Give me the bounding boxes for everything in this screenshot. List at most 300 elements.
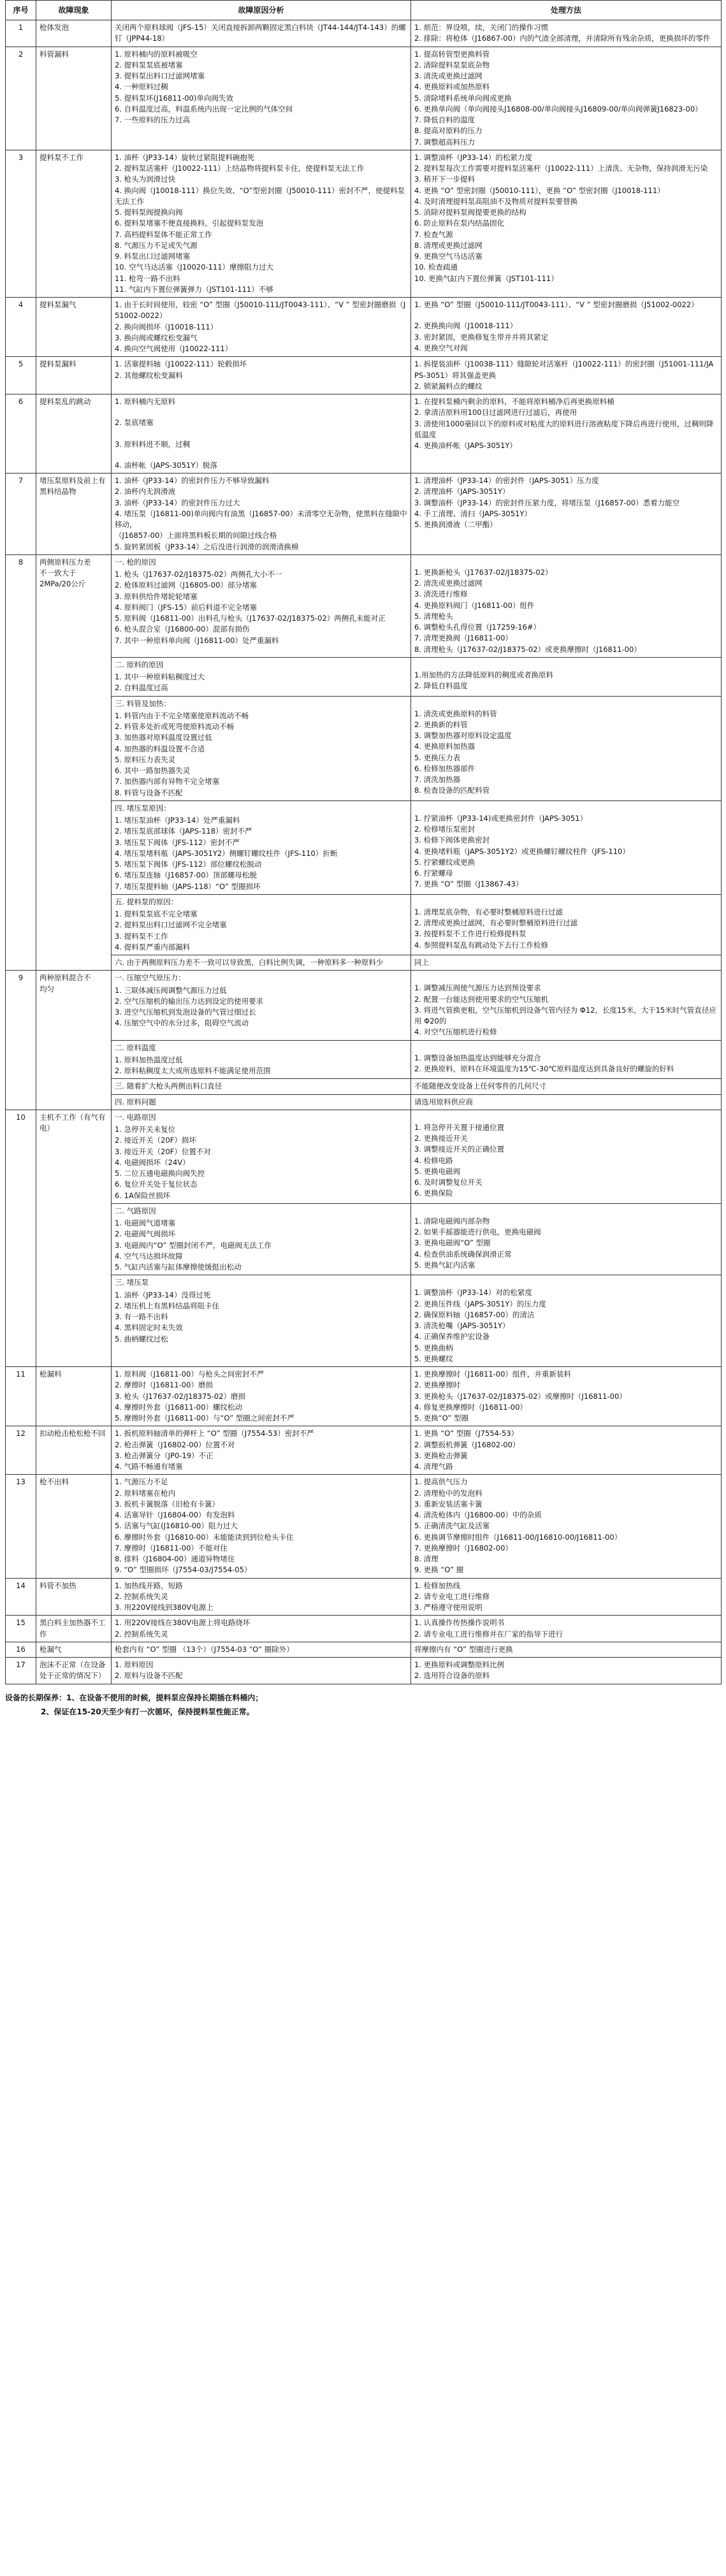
text-line: 3. 接近开关（20F）位置不对 (115, 1147, 211, 1156)
text-line: 2. 选用符合设备的原料 (414, 1671, 490, 1681)
text-line: 4. 清洗枪体内（J16800-00）中的杂质 (414, 1510, 542, 1519)
text-line: 2. 清理油杯（JAPS-3051Y） (414, 487, 510, 496)
group-title: 四. 原料问题 (115, 1097, 156, 1106)
text-line: 4. 手工清理、清扫（JAPS-3051Y） (414, 509, 532, 518)
text-line: 2. 原料粘稠度太大或所选原料不能满足使用范围 (115, 1066, 271, 1075)
text-line: 1. 堵压泵油杯（JP33-14）处严重漏料 (115, 816, 240, 825)
row-method (411, 298, 722, 357)
text-line: 5. 正确清洗气缸及活塞 (414, 1521, 490, 1531)
text-line: 4. 原料阀门（JFS-15）前后料道不完全堵塞 (115, 602, 258, 612)
row-cause (112, 1040, 411, 1079)
text-line: 4. 提料泵严重内部漏料 (115, 942, 191, 952)
text-line: 1. 调整油杯（JP33-14）的松紧力度 (414, 152, 532, 162)
text-line: 1. 清洗或更换原料的料管 (414, 709, 497, 718)
text-line: 4. 堵压泵（J16811-00)单向阀内有油黑（J16857-00）未清零空无杂物，使黑料在缝隙中移动， (115, 509, 407, 529)
row-number: 17 (6, 1658, 36, 1684)
text-line: 2. 如果手摇器能进行供电，更换电磁阀 (414, 1227, 541, 1236)
row-cause (112, 20, 411, 47)
text-line: 3. 清洗进行维修 (414, 590, 468, 599)
table-header-row (6, 1, 722, 20)
text-line: 1. 枪头（J17637-02/J18375-02）两侧孔大小不一 (115, 570, 282, 579)
text-line: 5. 曲柄螺纹过松 (115, 1334, 168, 1343)
text-line: 8. 清理枪头（J17637-02/J18375-02）或更换摩擦时（J16811-00） (414, 644, 641, 654)
table-row (6, 1110, 722, 1203)
text-line: 3. 有一路不出料 (115, 1312, 168, 1321)
text-line: 5. 更换电磁阀 (414, 1166, 461, 1176)
row-number: 13 (6, 1475, 36, 1578)
row-phenomenon: 枪漏料 (36, 1367, 112, 1426)
text-line: 1. 提高转管型更换料管 (414, 49, 490, 59)
text-line: 4. 更换油杯帐（JAPS-3051Y） (414, 441, 517, 450)
table-row (6, 800, 722, 894)
text-line: 1. 提料泵泵底不完全堵塞 (115, 909, 198, 918)
text-line: 1. 更换 “O” 型圈（J7554-53） (414, 1429, 519, 1438)
row-method (411, 1642, 722, 1657)
row-number: 10 (6, 1110, 36, 1366)
text-line: 1. 扳机原料轴清单的弹杆上 “O” 型圈（J7554-53）密封不严 (115, 1429, 314, 1438)
text-line: 3. 清洗枪嘴（JAPS-3051Y） (414, 1321, 510, 1330)
text-line: 1. 更换原料或调整原料比例 (414, 1660, 505, 1669)
text-line: 2. 枪体原料过滤网（J16805-00）部分堵塞 (115, 581, 257, 590)
text-line: 6. 复位开关处于复位状态 (115, 1180, 198, 1189)
text-line: 5. 更换润滑液（二甲酯） (414, 520, 497, 529)
text-line: 1. 调整油杯（JP33-14）对的松紧度 (414, 1288, 532, 1298)
text-line: 3. 枪头为润滑过快 (115, 175, 176, 184)
row-cause (112, 1578, 411, 1616)
text-line: 3. 电磁阀内“O” 型圈封闭不严，电磁阀无法工作 (115, 1240, 272, 1250)
text-line: 6. 更换保险 (414, 1189, 453, 1198)
text-line: 同上 (414, 958, 429, 967)
text-line: 2. 请专业电工进行维修 (414, 1591, 490, 1601)
group-title: 一. 枪的原因 (115, 557, 156, 567)
text-line: 枪套内有 “O” 型圈 （13个）（J7554-03 “O” 圈除外） (115, 1644, 294, 1654)
text-line: 3. 密封紧固，更换修复生带并并将其紧定 (414, 332, 549, 342)
text-line: 1. 清理泵底杂物，有必要时整桶原料进行过滤 (414, 907, 563, 916)
text-line: 5. 原料压力表失灵 (115, 755, 176, 764)
text-line: 7. 摩擦时（J16811-00）不能对住 (115, 1543, 228, 1552)
text-line: 3. 堵压泵下阀体（JFS-112）密封不严 (115, 837, 240, 847)
text-line: 1. 加热线开路，短路 (115, 1581, 183, 1590)
text-line: 4. 对空气压缩机进行检修 (414, 1027, 497, 1037)
group-title: 四. 堵压泵原因： (115, 803, 171, 813)
row-phenomenon: 料管不加热 (36, 1578, 112, 1616)
text-line: 1. 活塞提料轴（J10022-111）轮毂损坏 (115, 359, 247, 369)
text-line: 3. 进空气压缩机到发泡设备的气管过细过长 (115, 1008, 256, 1017)
text-line: 2. 料管多处折或死弯使原料流动不畅 (115, 722, 235, 731)
row-cause (112, 800, 411, 894)
row-phenomenon: 扣动枪击枪松枪不回 (36, 1426, 112, 1475)
text-line: 2. 堵压泵底部球体（JAPS-118）密封不严 (115, 827, 252, 836)
text-line: 1. 电磁阀气道堵塞 (115, 1219, 176, 1227)
group-title: 三. 堵压泵 (115, 1278, 149, 1287)
text-line: 7. 一些原料的压力过高 (115, 115, 191, 124)
table-row (6, 1475, 722, 1578)
table-row (6, 20, 722, 47)
text-line: 3. 调整加热器对原料设定温度 (414, 731, 512, 740)
text-line: 5. 更换气缸内活塞 (414, 1260, 476, 1270)
blank-line (414, 1043, 718, 1053)
row-cause (112, 1658, 411, 1684)
text-line: 请选用原料供应商 (414, 1097, 473, 1106)
table-row (6, 1079, 722, 1094)
table-row (6, 894, 722, 955)
text-line: 1. 原料原因 (115, 1660, 154, 1669)
row-number: 5 (6, 357, 36, 394)
group-title: 二. 气路原因 (115, 1206, 156, 1215)
text-line: 2. 原料堵塞在枪内 (115, 1488, 176, 1498)
text-line: 6. 自料温度过高，料温系统内出现一定比例的气体空间 (115, 104, 293, 113)
blank-line (414, 1277, 718, 1287)
row-method (411, 150, 722, 297)
text-line: 4. 换向阀（J10018-111）换位失效、“O”型密封圈（J50010-111）密封不严，使提料泵无法工作 (115, 185, 405, 206)
text-line: 将摩擦内有 “O” 型圈进行更换 (414, 1644, 513, 1654)
row-method (411, 1094, 722, 1110)
group-title: 一. 电路原因 (115, 1112, 156, 1122)
text-line: 4. 更换堵料瓶（JAPS-3051Y2）或更换螺钉螺纹柱件（JFS-110） (414, 846, 630, 856)
group-title: 二. 原料温度 (115, 1043, 156, 1052)
text-line: 2. 控制系统失灵 (115, 1629, 168, 1639)
row-number: 1 (6, 20, 36, 47)
table-row (6, 1040, 722, 1079)
row-phenomenon: 提料泵乱的跳动 (36, 394, 112, 474)
row-method (411, 1040, 722, 1079)
text-line: 2. 更换接近开关 (414, 1134, 468, 1143)
text-line: 3. 按提料泵不工作进行检修提料泵 (414, 929, 526, 939)
row-phenomenon (36, 971, 112, 1110)
row-method (411, 1578, 722, 1616)
row-method (411, 1110, 722, 1203)
text-line: 7. 降低自料的温度 (414, 115, 476, 124)
text-line: 5. 拧紧螺纹或更换 (414, 857, 476, 867)
text-line: 8. 料管与设备不匹配 (115, 788, 183, 797)
text-line: 7. 其中一种原料单向阀（J16811-00）处严重漏料 (115, 635, 279, 645)
text-line: 1. 其中一种原料粘稠度过大 (115, 672, 205, 681)
text-line: 3. 检修下阀体更换密封 (414, 836, 490, 845)
text-line: 3. 换向阀或螺纹松变漏气 (115, 333, 198, 342)
row-number: 9 (6, 971, 36, 1110)
text-line: 4. 换向空气阀使用（J10022-111） (115, 344, 233, 353)
text-line: 6. 1A保险丝损坏 (115, 1190, 171, 1200)
text-line: 1. 料管内由于不完全堵塞使原料流动不畅 (115, 711, 249, 720)
row-number: 7 (6, 474, 36, 555)
maintenance-notes (5, 1691, 721, 1720)
table-row (6, 1094, 722, 1110)
blank-line (414, 1112, 718, 1122)
text-line: 7. 堵压泵提料轴（JAPS-118）“O” 型圈损坏 (115, 881, 261, 891)
text-line: 7. 检查气源 (414, 229, 453, 239)
row-method (411, 394, 722, 474)
row-cause (112, 1094, 411, 1110)
text-line: 1. 拧紧油杯（JP33-14)或更换密封件（JAPS-3051） (414, 813, 588, 823)
row-cause (112, 1367, 411, 1426)
blank-line (414, 698, 718, 709)
table-row (6, 298, 722, 357)
row-method (411, 474, 722, 555)
row-cause (112, 474, 411, 555)
text-line: 2. 提料泵每次工作需要对提料泵活塞杆（J10022-111）上清洗、无杂物，保持润滑无污染 (414, 164, 708, 173)
row-method (411, 357, 722, 394)
text-line: 3. 枪击弹簧分（JP0-19）不正 (115, 1451, 214, 1460)
text-line: 5. 清理枪头 (414, 611, 453, 621)
row-cause (112, 1110, 411, 1203)
text-line: 4. 更换原料加热器 (414, 742, 476, 751)
text-line: 5. 更换曲柄 (414, 1343, 453, 1352)
text-line: 2. 换向阀损坏（J10018-111） (115, 322, 218, 331)
text-line: 6. 枪头混合室（J16800-00）混部有损伤 (115, 625, 250, 634)
text-line: 3. 更换枪头（J17637-02/J18375-02）或摩擦时（J16811-00） (414, 1391, 627, 1401)
text-line: 1. 更换摩擦时（J16811-00）组件，并重新装料 (414, 1370, 571, 1378)
text-line: 4. 一种原料过稠 (115, 82, 168, 92)
row-method (411, 955, 722, 971)
text-line: 6. 调整枪头孔得位置（J17259-16#） (414, 623, 541, 632)
row-method (411, 696, 722, 800)
text-line: 1. 由于长时间使用，较密 “O” 型圈（J50010-111/JT0043-111）、“V ” 型密封圈磨损（J51002-0022） (115, 300, 406, 321)
text-line: 1. 调整减压阀使气源压力达到预设要求 (414, 983, 541, 993)
table-row (6, 1578, 722, 1616)
text-line: 关闭两个原料球阀（JFS-15）关闭直接拆卸两颗固定黑白料块（JT44-144/JT4-143）的螺钉（JPP44-18） (115, 23, 406, 43)
table-row (6, 554, 722, 657)
text-line: 2. 空气压缩机的输出压力达到设定的使用要求 (115, 996, 264, 1006)
text-line: 1. 原料加热温度过低 (115, 1055, 183, 1064)
text-line: 4. 更换空气对阀 (414, 343, 468, 352)
text-line: 7. 高档提料泵体不能正常工作 (115, 229, 212, 239)
text-line: 2. 原料与设备不匹配 (115, 1671, 183, 1681)
blank-line (115, 429, 407, 439)
text-line: 3. 将进气管换更粗，空气压缩机到设备气管内径为 Φ12，长度15米，大于15米时气管直径应用 Φ20的 (414, 1005, 716, 1025)
table-row (6, 394, 722, 474)
group-title: 二. 原料的原因 (115, 660, 164, 669)
text-line: 6. 及时调整复位开关 (414, 1178, 483, 1187)
table-row (6, 1426, 722, 1475)
row-number: 6 (6, 394, 36, 474)
row-phenomenon: 泡沫不正常（在设备处于正常的情况下） (36, 1658, 112, 1684)
text-line: 1. 三联体减压阀调整气源压力过低 (115, 985, 227, 995)
text-line: 2. 更换新的料管 (414, 720, 468, 729)
row-cause (112, 554, 411, 657)
text-line: 2. 更换原料，原料在环境温度为15℃-30℃原料温度达到具备良好的螺旋的好料 (414, 1064, 674, 1073)
text-line: 不能随便改变设备上任何零件的几何尺寸 (414, 1082, 546, 1091)
row-cause (112, 47, 411, 150)
row-cause (112, 1079, 411, 1094)
text-line: 两侧原料压力差 (40, 557, 91, 567)
group-title: 三. 随着扩大枪头两侧出料口直径 (115, 1082, 222, 1091)
text-line: 4. 检修电路 (414, 1155, 453, 1165)
text-line: 3. 扳机卡簧脱落（旧枪有卡簧） (115, 1499, 220, 1509)
row-cause (112, 298, 411, 357)
text-line: 3. 调整接近开关的正确位置 (414, 1145, 505, 1154)
text-line: 7. 加热器内部有异物不完全堵塞 (115, 777, 220, 786)
text-line: 2. 接近开关（20F）损坏 (115, 1136, 196, 1145)
row-method (411, 1658, 722, 1684)
text-line: 2. 更换换向阀（J10018-111） (414, 321, 518, 331)
row-number: 2 (6, 47, 36, 150)
text-line: 2. 排除：将枪体（J16867-00）内的气渣全部清理，并清除所有残余杂质，更换损坏的零件 (414, 34, 711, 43)
text-line: 1. 在提料泵桶内剩余的原料，不能将原料桶净后再更换原料桶 (414, 397, 614, 406)
row-phenomenon: 料管漏料 (36, 47, 112, 150)
text-line: 2. 提料泵活塞杆（J10022-111）上结晶物将提料泵卡住，使提料泵无法工作 (115, 164, 365, 173)
text-line: 4. 加热器的料温设置不合适 (115, 744, 205, 753)
text-line: 11. 枪弯一路不出料 (115, 273, 180, 283)
group-title: 五. 提料泵的原因： (115, 897, 178, 906)
row-phenomenon: 枪体发泡 (36, 20, 112, 47)
table-body (6, 20, 722, 1684)
text-line: 10. 更换气缸内下置位弹簧（JST101-111） (414, 273, 558, 283)
blank-line (115, 407, 407, 417)
blank-line (414, 557, 718, 567)
text-line: 1. 清除电磁阀内部杂物 (414, 1216, 490, 1226)
row-phenomenon: 提料泵漏料 (36, 357, 112, 394)
text-line: 6. 提料泵堵塞不便直接换料，引起提料泵发泡 (115, 219, 264, 228)
header-no: 序号 (6, 1, 36, 20)
text-line: 2. 枪击弹簧（J16802-00）位置不对 (115, 1440, 235, 1449)
text-line: 10. 空气马达活塞（J10020-111）摩擦阻力过大 (115, 263, 274, 272)
text-line: 1. 认真操作传热操作说明书 (414, 1618, 505, 1628)
row-method (411, 657, 722, 696)
text-line: 2. 配置一台能达到使用要求的空气压缩机 (414, 994, 549, 1004)
row-method (411, 894, 722, 955)
row-cause (112, 955, 411, 971)
maintenance-note-1: 设备的长期保养：1、在设备不使用的时候，提料泵应保持长期插在料桶内； (5, 1693, 263, 1702)
text-line: 6. 摩擦时外套（J16810-00）未能能读到到位枪头卡住 (115, 1532, 294, 1542)
table-row (6, 1616, 722, 1642)
row-number: 12 (6, 1426, 36, 1475)
row-method (411, 554, 722, 657)
text-line: 3. 重新安装活塞卡簧 (414, 1499, 483, 1509)
text-line: 2. 确保原料轴（J16857-00）的清洁 (414, 1310, 535, 1319)
text-line: 4. 摩擦时外套（J16811-00）螺纹松动 (115, 1402, 242, 1412)
text-line: 3. 提料泵出料口过滤网堵塞 (115, 71, 205, 80)
text-line: 9. 料泵出口过滤网堵塞 (115, 252, 191, 261)
text-line: 1. 急停开关未复位 (115, 1125, 176, 1134)
text-line: 3. 更换电磁阀“O” 型圈 (414, 1238, 491, 1248)
text-line: 8. 检查设备的匹配料管 (414, 786, 490, 795)
text-line: 5. 更换螺纹 (414, 1354, 453, 1363)
row-method (411, 1475, 722, 1578)
row-number: 8 (6, 554, 36, 971)
text-line: 1. 原料桶内无原料 (115, 397, 176, 406)
text-line: 2. 泵底堵塞 (115, 418, 154, 428)
text-line: 9. 更换空气马达活塞 (414, 252, 483, 261)
blank-line (414, 1206, 718, 1216)
text-line: 1. 更换 “O” 型圈（J50010-111/JT0043-111）、“V ” 型密封圈磨损（J51002-0022） (414, 300, 699, 309)
text-line: 7. 清理更换阀（J16811-00） (414, 633, 512, 643)
text-line: 5. 二位五通电磁换向阀失控 (115, 1169, 205, 1178)
text-line: 4. 正确保养维护宏设备 (414, 1332, 490, 1342)
text-line: 5. 堵压泵下阀体（JFS-112）部位螺纹松脱动 (115, 860, 262, 869)
text-line: 5. 更换压力表 (414, 753, 461, 762)
text-line: 6. 更换调节摩擦时组件（J16811-00/J16810-00/J16811-00） (414, 1532, 622, 1542)
text-line: 3. 原料供给件堵轮轮堵塞 (115, 591, 198, 601)
row-cause (112, 150, 411, 297)
text-line: 两种原料混合不 (40, 973, 91, 983)
text-line: 2. 提料泵出料口过滤网不完全堵塞 (115, 920, 227, 930)
text-line: 2. 自料温度过高 (115, 683, 168, 693)
row-method (411, 1426, 722, 1475)
text-line: 3. 严格遵守使用说明 (414, 1603, 483, 1612)
text-line: 6. 其中一路加热器失灵 (115, 766, 191, 775)
blank-line (414, 973, 718, 983)
text-line: 3. 清洗或更换过滤网 (414, 71, 483, 80)
row-method (411, 47, 722, 150)
group-title: 一. 压缩空气原压力： (115, 973, 185, 983)
text-line: 不一致大于 (40, 568, 76, 577)
row-cause (112, 971, 411, 1040)
row-cause (112, 696, 411, 800)
text-line: 5. 旋转紧固板（JP33-14）之后没进行润滑的润滑清换棉 (115, 542, 299, 551)
text-line: 1. 调整设备加热温度达到能够充分混合 (414, 1053, 541, 1062)
row-phenomenon: 堵压泵原料及前上有黑料结晶物 (36, 474, 112, 555)
table-row (6, 1203, 722, 1275)
text-line: 4. 参照提料泵乱有跳动处下去行工作检修 (414, 940, 549, 950)
text-line: 4. 油杯帐（JAPS-3051Y）脱落 (115, 460, 217, 470)
text-line: 5. 提料泵坏(J16811-00)单向阀失效 (115, 93, 233, 103)
text-line: 2. 控制系统失灵 (115, 1591, 168, 1601)
row-phenomenon: 枪不出料 (36, 1475, 112, 1578)
row-method (411, 1203, 722, 1275)
text-line: 3. 更换枪击弹簧 (414, 1451, 468, 1460)
row-number: 3 (6, 150, 36, 297)
row-cause (112, 1203, 411, 1275)
text-line: 8. 提高对原料的压力 (414, 126, 483, 136)
text-line: 3. 用220V接线到380V电源上 (115, 1603, 214, 1612)
text-line: 1. 更换新枪头（J17637-02/J18375-02） (414, 567, 553, 577)
text-line: 6. 拧紧螺母 (414, 869, 453, 878)
text-line: 9. “O” 型圈损坏（J7554-03/J7554-05） (115, 1565, 252, 1575)
row-method (411, 971, 722, 1040)
text-line: 2. 堵压机上有黑料结晶将阻卡住 (115, 1301, 220, 1310)
text-line: 4. 更换 “O” 型密封圈（J50010-111），更换 “O” 型密封圈（J10018-111） (414, 185, 665, 195)
blank-line (414, 803, 718, 813)
text-line: 9. 更换 “O” 圈 (414, 1565, 464, 1575)
text-line: 4. 压缩空气中的水分过多，阻碍空气流动 (115, 1018, 249, 1028)
text-line: 2. 请专业电工进行维修并在厂家的指导下进行 (414, 1629, 563, 1639)
row-cause (112, 357, 411, 394)
text-line: 3. 枪头（J17637-02/J18375-02）磨损 (115, 1391, 246, 1401)
text-line: 4. 空气马达损坏故障 (115, 1251, 183, 1261)
text-line: 2. 电磁阀气阀损坏 (115, 1229, 176, 1239)
text-line: 2. 清洗或更换过滤网 (414, 579, 483, 588)
text-line: 6. 堵压泵连轴（J16857-00）顶部螺母松脱 (115, 871, 257, 880)
text-line: 4. 堵压泵堵料瓶（JAPS-3051Y2）侧螺钉螺纹柱件（JFS-110）折断 (115, 848, 338, 858)
text-line: 1. 原料阀（J16811-00）与枪头之间密封不严 (115, 1370, 265, 1378)
table-row (6, 955, 722, 971)
text-line: 2. 更换压件线（JAPS-3051Y）的压力度 (414, 1299, 546, 1308)
text-line: 1. 提高供气压力 (414, 1477, 468, 1487)
row-method (411, 1275, 722, 1367)
text-line: 3. 提料泵不工作 (115, 931, 168, 941)
text-line: 11. 气缸内下置位弹簧弹力（JST101-111）不够 (115, 284, 273, 294)
text-line: 2. 清理枪中的发泡料 (414, 1488, 483, 1498)
text-line: 6. 检修加热器部件 (414, 763, 476, 773)
header-phenomenon: 故障现象 (36, 1, 112, 20)
table-row (6, 657, 722, 696)
text-line: 3. 稍开下一步提料 (414, 175, 476, 184)
text-line: 1. 拆提装油杯（J10038-111）缝隙轮对活塞杆（J10022-111）的密封圈（J51001-111/JAPS-3051）将其强盖更换 (414, 359, 714, 380)
text-line: 3. 原料料进不顺，过稠 (115, 439, 191, 449)
row-cause (112, 394, 411, 474)
row-cause (112, 657, 411, 696)
text-line: 4. 活塞导针（J16804-00）有发泡料 (115, 1510, 235, 1519)
text-line: 7. 清洗加热器 (414, 775, 461, 784)
text-line: 2MPa/20公斤 (40, 579, 86, 589)
text-line: 7. 更换 “O” 型圈（J13867-43） (414, 879, 523, 889)
blank-line (414, 897, 718, 907)
text-line: 5. 气缸内活塞与缸体摩擦使缓挺出松动 (115, 1263, 242, 1271)
text-line: 4. 更换原料阀门（J16811-00）组件 (414, 600, 535, 610)
text-line: 7. 调整超高料压力 (414, 137, 476, 147)
text-line: 2. 拿清洁原料用100目过滤网进行过滤后，再使用 (414, 408, 577, 417)
header-method: 处理方法 (411, 1, 722, 20)
